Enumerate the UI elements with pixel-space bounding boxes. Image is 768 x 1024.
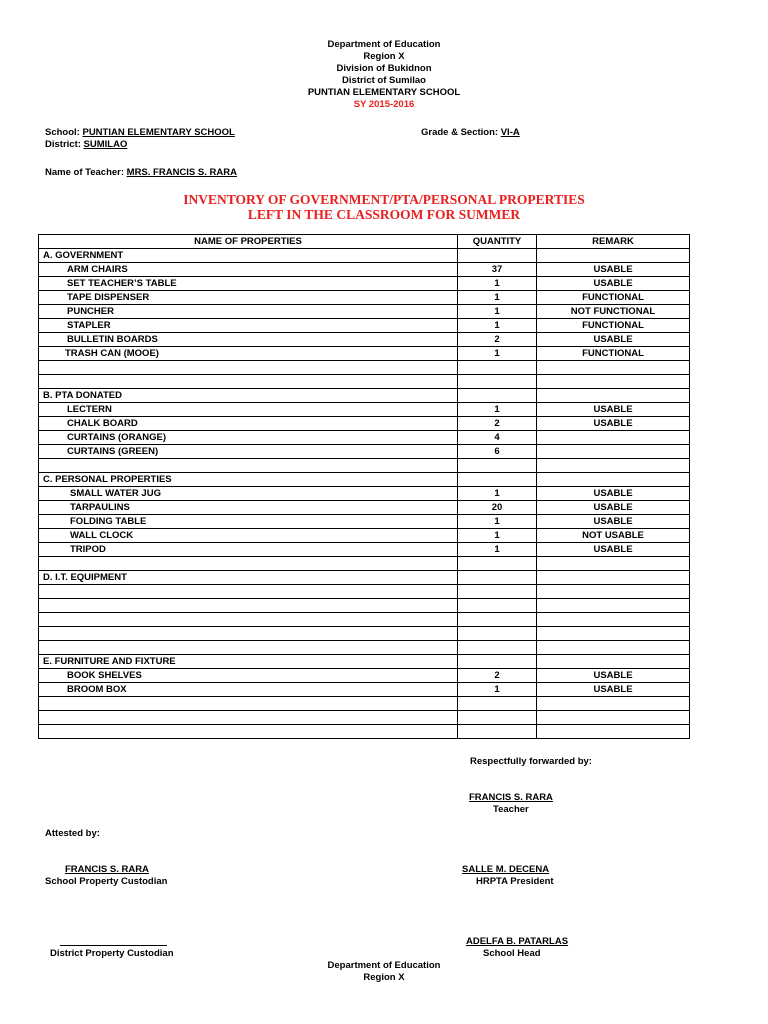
table-row (39, 263, 690, 277)
district-label: District: (45, 139, 84, 150)
footer-region: Region X (363, 972, 405, 983)
table-row (39, 473, 690, 487)
footer-department: Department of Education (327, 960, 441, 971)
property-name-cell: CHALK BOARD (39, 417, 458, 431)
remark-cell (537, 473, 690, 487)
district-custodian-role: District Property Custodian (50, 948, 174, 959)
teacher-value: MRS. FRANCIS S. RARA (126, 167, 237, 178)
quantity-cell: 6 (458, 445, 537, 459)
header-division: Division of Bukidnon (336, 63, 432, 74)
remark-cell (537, 711, 690, 725)
header-district: District of Sumilao (342, 75, 426, 86)
property-name-cell (39, 459, 458, 473)
table-row (39, 711, 690, 725)
table-row (39, 277, 690, 291)
remark-cell (537, 459, 690, 473)
quantity-cell (458, 655, 537, 669)
teacher-signature-role: Teacher (493, 804, 529, 815)
quantity-cell: 1 (458, 403, 537, 417)
table-row (39, 501, 690, 515)
table-row (39, 697, 690, 711)
remark-cell (537, 585, 690, 599)
hrpta-signature-role: HRPTA President (476, 876, 554, 887)
remark-cell: FUNCTIONAL (537, 319, 690, 333)
property-name-cell: B. PTA DONATED (39, 389, 458, 403)
remark-cell (537, 249, 690, 263)
quantity-cell: 1 (458, 319, 537, 333)
table-row (39, 585, 690, 599)
property-name-cell (39, 375, 458, 389)
hrpta-signature-name: SALLE M. DECENA (462, 864, 550, 875)
remark-cell: USABLE (537, 683, 690, 697)
remark-cell (537, 361, 690, 375)
remark-cell: USABLE (537, 263, 690, 277)
property-name-cell: FOLDING TABLE (39, 515, 458, 529)
table-header-row (39, 235, 690, 249)
document-title-line2: LEFT IN THE CLASSROOM FOR SUMMER (247, 207, 521, 222)
table-row (39, 249, 690, 263)
remark-cell (537, 557, 690, 571)
header-school: PUNTIAN ELEMENTARY SCHOOL (307, 87, 461, 98)
table-row (39, 403, 690, 417)
quantity-cell: 1 (458, 305, 537, 319)
remark-cell: NOT USABLE (537, 529, 690, 543)
remark-cell: USABLE (537, 417, 690, 431)
district-field (45, 139, 127, 150)
property-name-cell: BROOM BOX (39, 683, 458, 697)
header-name: NAME OF PROPERTIES (39, 235, 458, 249)
table-row (39, 627, 690, 641)
school-value: PUNTIAN ELEMENTARY SCHOOL (82, 127, 235, 138)
table-row (39, 515, 690, 529)
remark-cell (537, 725, 690, 739)
table-row (39, 557, 690, 571)
quantity-cell (458, 473, 537, 487)
header-region: Region X (363, 51, 405, 62)
property-name-cell (39, 557, 458, 571)
table-row (39, 291, 690, 305)
school-label: School: (45, 127, 83, 138)
quantity-cell: 2 (458, 417, 537, 431)
table-row (39, 543, 690, 557)
remark-cell (537, 627, 690, 641)
remark-cell (537, 641, 690, 655)
quantity-cell (458, 557, 537, 571)
table-row (39, 347, 690, 361)
property-name-cell: TRASH CAN (MOOE) (39, 347, 458, 361)
quantity-cell: 1 (458, 529, 537, 543)
quantity-cell: 1 (458, 515, 537, 529)
property-name-cell: TRIPOD (39, 543, 458, 557)
table-row (39, 445, 690, 459)
inventory-table (38, 234, 690, 739)
quantity-cell (458, 459, 537, 473)
property-name-cell: ARM CHAIRS (39, 263, 458, 277)
property-name-cell (39, 599, 458, 613)
head-signature-role: School Head (483, 948, 541, 959)
property-name-cell: SMALL WATER JUG (39, 487, 458, 501)
table-row (39, 305, 690, 319)
remark-cell (537, 613, 690, 627)
quantity-cell: 2 (458, 669, 537, 683)
district-custodian-signature-line (60, 945, 167, 946)
quantity-cell (458, 599, 537, 613)
table-row (39, 319, 690, 333)
quantity-cell: 4 (458, 431, 537, 445)
quantity-cell (458, 725, 537, 739)
table-row (39, 487, 690, 501)
property-name-cell: CURTAINS (ORANGE) (39, 431, 458, 445)
quantity-cell (458, 711, 537, 725)
table-row (39, 613, 690, 627)
header-remark: REMARK (537, 235, 690, 249)
remark-cell (537, 431, 690, 445)
remark-cell: USABLE (537, 543, 690, 557)
property-name-cell (39, 585, 458, 599)
quantity-cell (458, 585, 537, 599)
property-name-cell: C. PERSONAL PROPERTIES (39, 473, 458, 487)
table-row (39, 725, 690, 739)
quantity-cell (458, 571, 537, 585)
grade-value: VI-A (500, 127, 520, 138)
teacher-label: Name of Teacher: (45, 167, 127, 178)
property-name-cell: BOOK SHELVES (39, 669, 458, 683)
property-name-cell: STAPLER (39, 319, 458, 333)
remark-cell: USABLE (537, 487, 690, 501)
quantity-cell: 1 (458, 347, 537, 361)
property-name-cell: E. FURNITURE AND FIXTURE (39, 655, 458, 669)
table-row (39, 683, 690, 697)
property-name-cell (39, 641, 458, 655)
grade-field (421, 127, 520, 138)
remark-cell: USABLE (537, 515, 690, 529)
remark-cell: USABLE (537, 501, 690, 515)
forwarded-label: Respectfully forwarded by: (470, 756, 592, 767)
remark-cell (537, 571, 690, 585)
district-value: SUMILAO (83, 139, 128, 150)
table-row (39, 431, 690, 445)
remark-cell: FUNCTIONAL (537, 291, 690, 305)
remark-cell (537, 697, 690, 711)
table-row (39, 529, 690, 543)
table-row (39, 641, 690, 655)
quantity-cell (458, 375, 537, 389)
quantity-cell (458, 641, 537, 655)
quantity-cell: 1 (458, 543, 537, 557)
header-department: Department of Education (327, 39, 441, 50)
property-name-cell (39, 697, 458, 711)
table-row (39, 389, 690, 403)
header-quantity: QUANTITY (458, 235, 537, 249)
table-row (39, 571, 690, 585)
quantity-cell (458, 613, 537, 627)
teacher-signature-name: FRANCIS S. RARA (469, 792, 553, 803)
quantity-cell (458, 697, 537, 711)
quantity-cell: 1 (458, 277, 537, 291)
property-name-cell: D. I.T. EQUIPMENT (39, 571, 458, 585)
remark-cell: USABLE (537, 277, 690, 291)
property-name-cell: CURTAINS (GREEN) (39, 445, 458, 459)
property-name-cell: WALL CLOCK (39, 529, 458, 543)
quantity-cell (458, 249, 537, 263)
remark-cell (537, 655, 690, 669)
table-body (39, 249, 690, 739)
property-name-cell (39, 361, 458, 375)
remark-cell (537, 375, 690, 389)
table-row (39, 417, 690, 431)
remark-cell: FUNCTIONAL (537, 347, 690, 361)
quantity-cell: 2 (458, 333, 537, 347)
quantity-cell: 1 (458, 291, 537, 305)
table-row (39, 333, 690, 347)
quantity-cell (458, 389, 537, 403)
table-row (39, 669, 690, 683)
remark-cell: USABLE (537, 403, 690, 417)
custodian-signature-name: FRANCIS S. RARA (65, 864, 149, 875)
remark-cell: USABLE (537, 333, 690, 347)
property-name-cell (39, 725, 458, 739)
table-row (39, 375, 690, 389)
teacher-field (45, 167, 237, 178)
property-name-cell: PUNCHER (39, 305, 458, 319)
grade-label: Grade & Section: (421, 127, 501, 138)
attested-label: Attested by: (45, 828, 100, 839)
quantity-cell (458, 361, 537, 375)
quantity-cell: 37 (458, 263, 537, 277)
header-school-year: SY 2015-2016 (353, 99, 415, 110)
quantity-cell: 20 (458, 501, 537, 515)
remark-cell (537, 389, 690, 403)
property-name-cell: BULLETIN BOARDS (39, 333, 458, 347)
quantity-cell: 1 (458, 683, 537, 697)
table-row (39, 459, 690, 473)
school-field (45, 127, 235, 138)
document-title-line1: INVENTORY OF GOVERNMENT/PTA/PERSONAL PROPERTIES (183, 192, 585, 207)
property-name-cell: TARPAULINS (39, 501, 458, 515)
quantity-cell (458, 627, 537, 641)
remark-cell (537, 445, 690, 459)
property-name-cell: LECTERN (39, 403, 458, 417)
head-signature-name: ADELFA B. PATARLAS (466, 936, 569, 947)
remark-cell: NOT FUNCTIONAL (537, 305, 690, 319)
remark-cell: USABLE (537, 669, 690, 683)
remark-cell (537, 599, 690, 613)
property-name-cell: TAPE DISPENSER (39, 291, 458, 305)
quantity-cell: 1 (458, 487, 537, 501)
property-name-cell (39, 613, 458, 627)
custodian-signature-role: School Property Custodian (45, 876, 168, 887)
property-name-cell: A. GOVERNMENT (39, 249, 458, 263)
table-row (39, 599, 690, 613)
table-row (39, 361, 690, 375)
property-name-cell: SET TEACHER’S TABLE (39, 277, 458, 291)
table-row (39, 655, 690, 669)
property-name-cell (39, 711, 458, 725)
property-name-cell (39, 627, 458, 641)
